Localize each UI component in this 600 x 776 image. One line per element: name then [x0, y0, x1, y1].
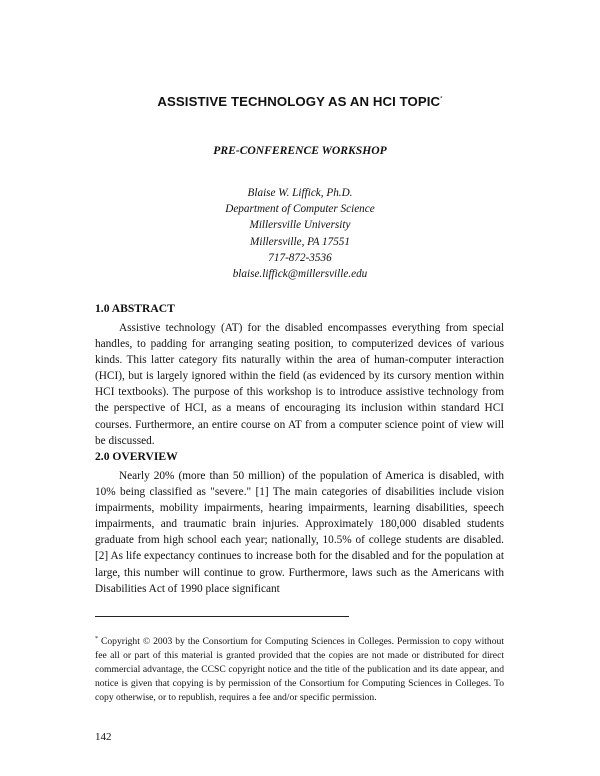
author-email: blaise.liffick@millersville.edu: [232, 268, 368, 281]
overview-body: Nearly 20% (more than 50 million) of the population of America is disabled, with 10% being classified as "severe." [1] The main categories of disabilities include vision impairments, mobility impairments, hearing impairments, learning disabilities, speech impairments, and traumatic brain injuries. Approximately 180,000 disabled students graduate from high school each year; nationally, 10.5% of college students are disabled. [2] As life expectancy continues to increase both for the disabled and for the population at large, this number will continue to grow. Furthermore, laws such as the Americans with Disabilities Act of 1990 place significant: [95, 470, 504, 595]
author-city: Millersville, PA 17551: [250, 235, 350, 248]
title-footnote-marker: *: [440, 96, 443, 103]
author-university: Millersville University: [249, 219, 351, 232]
footnote-marker: *: [95, 636, 98, 642]
author-department: Department of Computer Science: [225, 203, 375, 216]
abstract-body: Assistive technology (AT) for the disabled encompasses everything from special handles, to padding for arranging seating position, to computerized devices of various kinds. This latter category fits naturally within the area of human-computer interaction (HCI), but is largely ignored within the field (as evidenced by its cursory mention within HCI textbooks). The purpose of this workshop is to introduce assistive technology from the perspective of HCI, as a means of encouraging its inclusion within standard HCI courses. Furthermore, an entire course on AT from a computer science point of view will be discussed.: [95, 322, 504, 447]
abstract-heading: 1.0 ABSTRACT: [95, 302, 175, 315]
paper-title: [0, 94, 600, 109]
footnote-text: Copyright © 2003 by the Consortium for Computing Sciences in Colleges. Permission to copy without fee all or part of this material is granted provided that the copies are not made or distributed for direct commercial advantage, the CCSC copyright notice and the title of the publication and its date appear, and notice is given that copying is by permission of the Consortium for Computing Sciences in Colleges. To copy otherwise, or to republish, requires a fee and/or specific permission.: [95, 636, 504, 704]
footnote-rule: [95, 616, 349, 617]
author-block: [0, 185, 600, 282]
paper-title-text: ASSISTIVE TECHNOLOGY AS AN HCI TOPIC: [157, 94, 441, 109]
copyright-footnote: [95, 632, 504, 705]
workshop-subtitle: PRE-CONFERENCE WORKSHOP: [213, 144, 387, 157]
page-number: 142: [95, 731, 112, 743]
author-name: Blaise W. Liffick, Ph.D.: [247, 187, 353, 199]
overview-heading: 2.0 OVERVIEW: [95, 450, 178, 463]
author-phone: 717-872-3536: [268, 251, 332, 264]
